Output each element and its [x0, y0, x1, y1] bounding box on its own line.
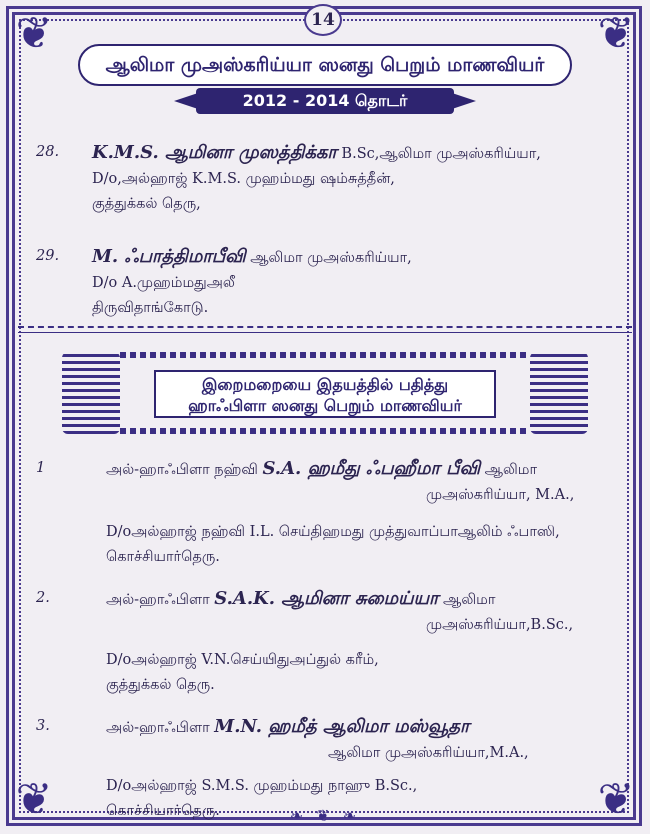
address-line: குத்துக்கல் தெரு. [106, 677, 215, 693]
year-banner: 2012 - 2014 தொடர் [196, 88, 454, 114]
chain-ornament-icon [120, 428, 530, 434]
student-name: M.N. ஹமீத் ஆலிமா மஸ்வூதா [214, 716, 470, 737]
parent-line: D/oஅல்ஹாஜ் V.N.செய்யிதுஅப்துல் கரீம், [106, 652, 379, 668]
student-degree: ஆலிமா முஅஸ்கரிய்யா,M.A., [328, 745, 529, 761]
page-title: ஆலிமா முஅஸ்கரிய்யா ஸனது பெறும் மாணவியர் [78, 44, 572, 86]
address-line: கொச்சியார்தெரு. [106, 803, 220, 819]
entry-number: 2. [36, 590, 50, 606]
student-degree: ஆலிமா [438, 592, 496, 608]
chain-ornament-icon [530, 352, 588, 434]
corner-ornament-icon: ❦ [597, 774, 635, 825]
student-name: S.A. ஹமீது ஃபஹீமா பீவி [262, 458, 481, 479]
chain-ornament-icon [62, 352, 120, 434]
page-number: 14 [304, 4, 342, 36]
corner-ornament-icon: ❦ [597, 8, 635, 59]
entry-number: 3. [36, 718, 50, 734]
title-prefix: அல்-ஹாஃபிளா [106, 592, 215, 608]
entry-number: 28. [36, 144, 60, 160]
parent-line: D/oஅல்ஹாஜ் S.M.S. முஹம்மது நாஹு B.Sc., [106, 778, 418, 794]
parent-line: D/oஅல்ஹாஜ் நஹ்வி I.L. செய்திஹமது முத்துவாப்பாஆலிம் ஃபாஸி, [106, 524, 560, 540]
student-degree: முஅஸ்கரிய்யா,B.Sc., [426, 617, 574, 633]
entry-number: 1 [36, 460, 46, 476]
corner-ornament-icon: ❦ [15, 774, 53, 825]
student-degree: ஆலிமா முஅஸ்கரிய்யா, [245, 250, 412, 266]
address-line: கொச்சியார்தெரு. [106, 549, 220, 565]
student-degree: B.Sc,ஆலிமா முஅஸ்கரிய்யா, [336, 146, 541, 162]
student-degree: முஅஸ்கரிய்யா, M.A., [426, 487, 575, 503]
address-line: குத்துக்கல் தெரு, [92, 196, 201, 212]
section-title-line: ஹாஃபிளா ஸனது பெறும் மாணவியர் [188, 396, 462, 415]
section-title-line: இறைமறையை இதயத்தில் பதித்து [201, 375, 449, 394]
student-name: M. ஃபாத்திமாபீவி [92, 246, 246, 267]
corner-ornament-icon: ❦ [15, 8, 53, 59]
section-banner [62, 352, 588, 434]
flourish-ornament-icon: ❧ ❦ ❧ [289, 806, 361, 825]
section-divider [18, 326, 632, 328]
title-prefix: அல்-ஹாஃபிளா நஹ்வி [106, 462, 263, 478]
student-degree: ஆலிமா [480, 462, 538, 478]
section-title [154, 370, 496, 418]
address-line: திருவிதாங்கோடு. [92, 300, 209, 316]
student-name: K.M.S. ஆமினா முஸத்திக்கா [92, 142, 337, 163]
student-name: S.A.K. ஆமினா சுமைய்யா [214, 588, 439, 609]
chain-ornament-icon [120, 352, 530, 358]
parent-line: D/o,அல்ஹாஜ் K.M.S. முஹம்மது ஷம்சுத்தீன், [92, 171, 395, 187]
entry-number: 29. [36, 248, 60, 264]
title-prefix: அல்-ஹாஃபிளா [106, 720, 215, 736]
section-divider [18, 332, 632, 333]
parent-line: D/o A.முஹம்மதுஅலீ [92, 275, 235, 291]
